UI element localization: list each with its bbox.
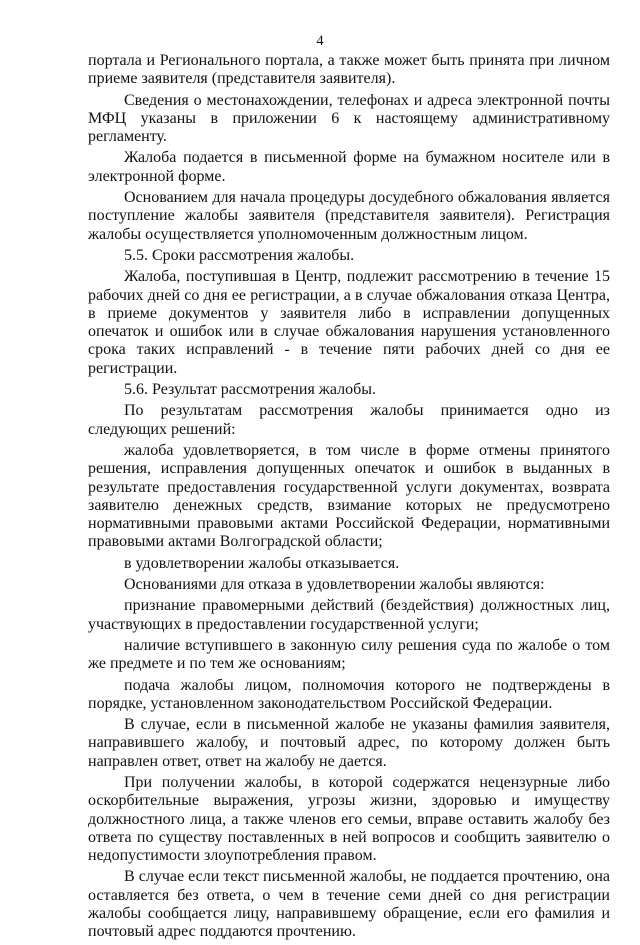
paragraph-ground-court-decision: наличие вступившего в законную силу решения суда по жалобе о том же предмете и по тем же основаниям; — [88, 636, 610, 673]
paragraph-offensive-content: При получении жалобы, в которой содержатся нецензурные либо оскорбительные выражения, угрозы жизни, здоровью и имуществу должностного лица, а также членов его семьи, вправе оставить жалобу без ответа по существу поставленных в ней вопросов и сообщить заявителю о недопустимости злоупотребления правом. — [88, 773, 610, 865]
paragraph-decisions-intro: По результатам рассмотрения жалобы принимается одно из следующих решений: — [88, 402, 610, 438]
document-body — [88, 52, 610, 945]
section-heading-5-5: 5.5. Сроки рассмотрения жалобы. — [124, 246, 355, 264]
paragraph-mfc-contacts: Сведения о местонахождении, телефонах и адреса электронной почты МФЦ указаны в приложении 6 к настоящему административному регламенту. — [88, 91, 610, 146]
paragraph-unreadable-text: В случае если текст письменной жалобы, не поддается прочтению, она оставляется без ответа, о чем в течение семи дней со дня регистрации жалобы сообщается лицу, направившему обращение, если его фамилия и почтовый адрес поддаются прочтению. — [88, 868, 610, 941]
page-number: 4 — [316, 33, 324, 49]
paragraph-review-terms: Жалоба, поступившая в Центр, подлежит рассмотрению в течение 15 рабочих дней со дня ее регистрации, а в случае обжалования отказа Центра, в приеме документов у заявителя либо в исправлении допущенных опечаток и ошибок или в случае обжалования нарушения установленного срока таких исправлений - в течение пяти рабочих дней со дня ее регистрации. — [88, 268, 610, 377]
paragraph-procedure-basis: Основанием для начала процедуры досудебного обжалования является поступление жалобы заявителя (представителя заявителя). Регистрация жалобы осуществляется уполномоченным должностным лицом. — [88, 189, 610, 243]
paragraph-decision-satisfied: жалоба удовлетворяется, в том числе в форме отмены принятого решения, исправления допущенных опечаток и ошибок в выданных в результате предоставления государственной услуги документах, возврата заявителю денежных средств, взимание которых не предусмотрено нормативными правовыми актами Российской Федерации, нормативными правовыми актами Волгоградской области; — [88, 441, 610, 551]
paragraph-decision-refused: в удовлетворении жалобы отказывается. — [124, 554, 400, 572]
paragraph-no-name-address: В случае, если в письменной жалобе не указаны фамилия заявителя, направившего жалобу, и почтовый адрес, по которому должен быть направлен ответ, ответ на жалобу не дается. — [88, 716, 610, 770]
paragraph-complaint-form: Жалоба подается в письменной форме на бумажном носителе или в электронной форме. — [88, 149, 610, 185]
section-heading-5-6: 5.6. Результат рассмотрения жалобы. — [124, 381, 376, 399]
paragraph-continuation: портала и Регионального портала, а также может быть принята при личном приеме заявителя (представителя заявителя). — [88, 52, 610, 88]
paragraph-ground-unauthorized-person: подача жалобы лицом, полномочия которого не подтверждены в порядке, установленном законодательством Российской Федерации. — [88, 676, 610, 712]
paragraph-ground-lawful-actions: признание правомерными действий (бездействия) должностных лиц, участвующих в предоставлении государственной услуги; — [88, 597, 610, 633]
paragraph-refusal-grounds-intro: Основаниями для отказа в удовлетворении жалобы являются: — [124, 576, 545, 594]
